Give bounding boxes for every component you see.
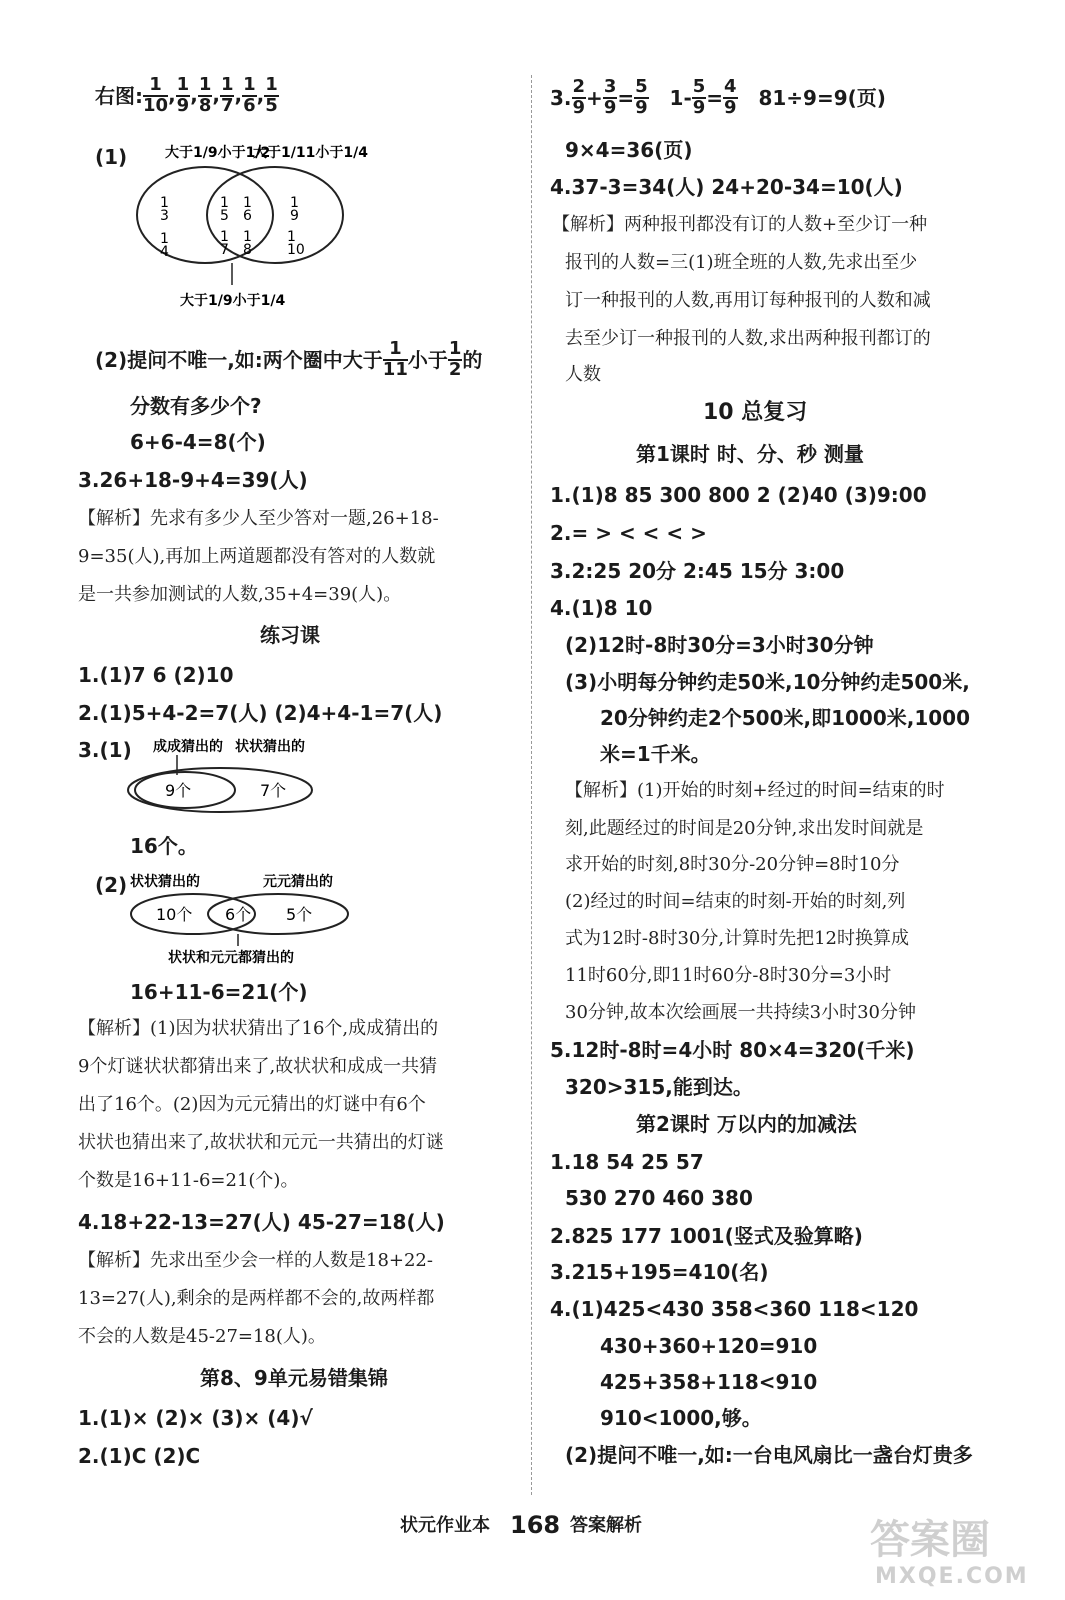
heading-lianxike: 练习课 — [260, 623, 320, 647]
k2-4b: 430+360+120=910 — [600, 1334, 818, 1358]
k1-analysis-5: 式为12时-8时30分,计算时先把12时换算成 — [565, 928, 909, 949]
l3: 3.(1) — [78, 738, 132, 762]
fraction: $\frac{2}{9}$ — [572, 76, 586, 118]
l3-analysis-1: 【解析】(1)因为状状猜出了16个,成成猜出的 — [78, 1018, 439, 1039]
heading-ke2: 第2课时 万以内的加减法 — [636, 1112, 857, 1136]
l4-analysis-2: 13=27(人),剩余的是两样都不会的,故两样都 — [78, 1288, 435, 1309]
footer-section: 答案解析 — [570, 1515, 642, 1536]
venn1-right-frac-1-den: 9 — [290, 208, 299, 224]
fraction: $\frac{1}{6}$ — [243, 74, 256, 116]
l3-ans: 16个。 — [130, 834, 198, 858]
venn2-outer-count: 7个 — [260, 781, 287, 800]
k1-analysis-3: 求开始的时刻,8时30分-20分钟=8时10分 — [565, 854, 900, 875]
p2-line2: 分数有多少个? — [130, 394, 262, 418]
venn1-left-frac-2: 1 — [160, 231, 169, 247]
venn1-right-frac-2-den: 10 — [287, 242, 305, 258]
k2-2: 2.825 177 1001(竖式及验算略) — [550, 1224, 863, 1248]
l4-analysis-1: 【解析】先求出至少会一样的人数是18+22- — [78, 1250, 433, 1271]
fraction: $\frac{1}{7}$ — [220, 74, 234, 116]
k1-5b: 320>315,能到达。 — [565, 1075, 753, 1099]
k1-4c-1: (3)小明每分钟约走50米,10分钟约走500米, — [565, 670, 970, 694]
fraction: $\frac{1}{5}$ — [265, 74, 278, 116]
venn3-bottom-label: 状状和元元都猜出的 — [168, 950, 294, 966]
heading-ke1: 第1课时 时、分、秒 测量 — [636, 442, 864, 466]
k1-analysis-6: 11时60分,即11时60分-8时30分=3小时 — [565, 965, 892, 986]
k1-1: 1.(1)8 85 300 800 2 (2)40 (3)9:00 — [550, 483, 927, 507]
p2-line: (2)提问不唯一,如:两个圈中大于 $\frac{1}{11}$ 小于 $\frac{1}{2}$ 的 — [95, 338, 483, 380]
r4: 4.37-3=34(人) 24+20-34=10(人) — [550, 175, 903, 199]
k2-4e: (2)提问不唯一,如:一台电风扇比一盏台灯贵多 — [565, 1443, 973, 1467]
l3-analysis-3: 出了16个。(2)因为元元猜出的灯谜中有6个 — [78, 1094, 426, 1115]
k2-3: 3.215+195=410(名) — [550, 1260, 769, 1284]
q3-analysis-1: 【解析】先求有多少人至少答对一题,26+18- — [78, 508, 439, 529]
venn1-right-frac-1: 1 — [290, 195, 299, 211]
venn3-center-count: 6个 — [225, 905, 252, 924]
k2-4: 4.(1)425<430 358<360 118<120 — [550, 1297, 919, 1321]
k1-5: 5.12时-8时=4小时 80×4=320(千米) — [550, 1038, 915, 1062]
r4-analysis-3: 订一种报刊的人数,再用订每种报刊的人数和减 — [565, 290, 931, 311]
venn1-left-frac-1: 1 — [160, 195, 169, 211]
venn1-center-frac-3-den: 7 — [220, 242, 229, 258]
l2: 2.(1)5+4-2=7(人) (2)4+4-1=7(人) — [78, 701, 443, 725]
venn1-center-frac-1-den: 5 — [220, 208, 229, 224]
k1-4c-2: 20分钟约走2个500米,即1000米,1000 — [600, 706, 971, 730]
venn3-label-b: 元元猜出的 — [263, 874, 333, 890]
k1-4b: (2)12时-8时30分=3小时30分钟 — [565, 633, 874, 657]
venn1-center-frac-3: 1 — [220, 229, 229, 245]
venn2-label-a: 成成猜出的 — [153, 739, 223, 755]
r3-line2: 9×4=36(页) — [565, 138, 693, 162]
q3: 3.26+18-9+4=39(人) — [78, 468, 308, 492]
venn2-inner-count: 9个 — [165, 781, 192, 800]
heading-yicuo: 第8、9单元易错集锦 — [200, 1366, 388, 1390]
r4-analysis-5: 人数 — [565, 364, 601, 385]
q3-analysis-3: 是一共参加测试的人数,35+4=39(人)。 — [78, 584, 402, 605]
k2-1: 1.18 54 25 57 — [550, 1150, 704, 1174]
l4: 4.18+22-13=27(人) 45-27=18(人) — [78, 1210, 445, 1234]
venn1-center-frac-2-den: 6 — [243, 208, 252, 224]
l3-analysis-5: 个数是16+11-6=21(个)。 — [78, 1170, 299, 1191]
venn3-left-count: 10个 — [156, 905, 193, 924]
l3-analysis-2: 9个灯谜状状都猜出来了,故状状和成成一共猜 — [78, 1056, 438, 1077]
fraction: $\frac{5}{9}$ — [692, 76, 706, 118]
r3-line: 3. $\frac{2}{9}$ + $\frac{3}{9}$ = $\frac{5}{9}$ 1- $\frac{5}{9}$ = $\frac{4}{9}$ 81÷9=9(页) — [550, 76, 886, 118]
venn1-top-left-label: 大于1/9小于1/2 — [165, 145, 271, 161]
k1-analysis-7: 30分钟,故本次绘画展一共持续3小时30分钟 — [565, 1002, 916, 1023]
k1-2: 2.= > < < < > — [550, 521, 707, 545]
venn-diagram-3 — [128, 868, 358, 968]
k1-analysis-1: 【解析】(1)开始的时刻+经过的时间=结束的时 — [565, 780, 945, 801]
column-divider — [531, 75, 533, 1495]
venn3-right-count: 5个 — [286, 905, 313, 924]
footer-page-number: 168 — [510, 1511, 561, 1539]
k1-4: 4.(1)8 10 — [550, 596, 653, 620]
p1-label: (1) — [95, 145, 128, 169]
venn1-center-frac-4: 1 — [243, 229, 252, 245]
venn1-top-right-label: 大于1/11小于1/4 — [253, 145, 368, 161]
fraction: $\frac{1}{9}$ — [176, 74, 190, 116]
r4-analysis-1: 【解析】两种报刊都没有订的人数+至少订一种 — [552, 214, 928, 235]
fraction: $\frac{3}{9}$ — [603, 76, 617, 118]
heading-zongfuxi: 10 总复习 — [703, 400, 808, 425]
venn1-left-frac-1-den: 3 — [160, 208, 169, 224]
k1-3: 3.2:25 20分 2:45 15分 3:00 — [550, 559, 845, 583]
l3-2-label: (2) — [95, 873, 128, 897]
k2-4d: 910<1000,够。 — [600, 1406, 762, 1430]
venn1-center-frac-4-den: 8 — [243, 242, 252, 258]
l1: 1.(1)7 6 (2)10 — [78, 663, 234, 687]
fraction: $\frac{1}{2}$ — [448, 338, 462, 380]
fraction: $\frac{1}{8}$ — [198, 74, 212, 116]
venn1-left-circle — [137, 167, 273, 263]
k1-4c-3: 米=1千米。 — [600, 742, 711, 766]
y1: 1.(1)× (2)× (3)× (4)√ — [78, 1406, 313, 1430]
youtu-line: 右图: $\frac{1}{10}$ , $\frac{1}{9}$ , $\frac{1}{8}$ , $\frac{1}{7}$ , $\frac{1}{6}$ , $\frac{1}{5}$ — [95, 74, 278, 116]
venn1-bottom-label: 大于1/9小于1/4 — [180, 293, 286, 309]
venn1-left-frac-2-den: 4 — [160, 244, 169, 260]
footer-book: 状元作业本 — [400, 1515, 490, 1536]
k1-analysis-4: (2)经过的时间=结束的时刻-开始的时刻,列 — [565, 891, 906, 912]
venn1-right-frac-2: 1 — [287, 229, 296, 245]
youtu-label: 右图: — [95, 83, 143, 108]
venn2-label-b: 状状猜出的 — [235, 739, 305, 755]
l4-analysis-3: 不会的人数是45-27=18(人)。 — [78, 1326, 326, 1347]
watermark-url: MXQE.COM — [875, 1564, 1029, 1589]
k2-1b: 530 270 460 380 — [565, 1186, 753, 1210]
q3-analysis-2: 9=35(人),再加上两道题都没有答对的人数就 — [78, 546, 436, 567]
p2-line3: 6+6-4=8(个) — [130, 430, 266, 454]
k2-4c: 425+358+118<910 — [600, 1370, 818, 1394]
venn-diagram-2 — [125, 735, 335, 815]
r4-analysis-2: 报刊的人数=三(1)班全班的人数,先求出至少 — [565, 252, 918, 273]
fraction: $\frac{5}{9}$ — [635, 76, 648, 118]
fraction: $\frac{4}{9}$ — [724, 76, 737, 118]
watermark-logo: 答案圈 — [870, 1517, 990, 1563]
l3-analysis-4: 状状也猜出来了,故状状和元元一共猜出的灯谜 — [78, 1132, 444, 1153]
venn1-center-frac-1: 1 — [220, 195, 229, 211]
r4-analysis-4: 去至少订一种报刊的人数,求出两种报刊都订的 — [565, 328, 931, 349]
fraction: $\frac{1}{11}$ — [382, 338, 408, 380]
fraction: $\frac{1}{10}$ — [143, 74, 169, 116]
venn1-center-frac-2: 1 — [243, 195, 252, 211]
venn3-label-a: 状状猜出的 — [130, 874, 200, 890]
l3-2-ans: 16+11-6=21(个) — [130, 980, 308, 1004]
k1-analysis-2: 刻,此题经过的时间是20分钟,求出发时间就是 — [565, 818, 924, 839]
y2: 2.(1)C (2)C — [78, 1444, 201, 1468]
venn-diagram-1 — [125, 135, 368, 315]
